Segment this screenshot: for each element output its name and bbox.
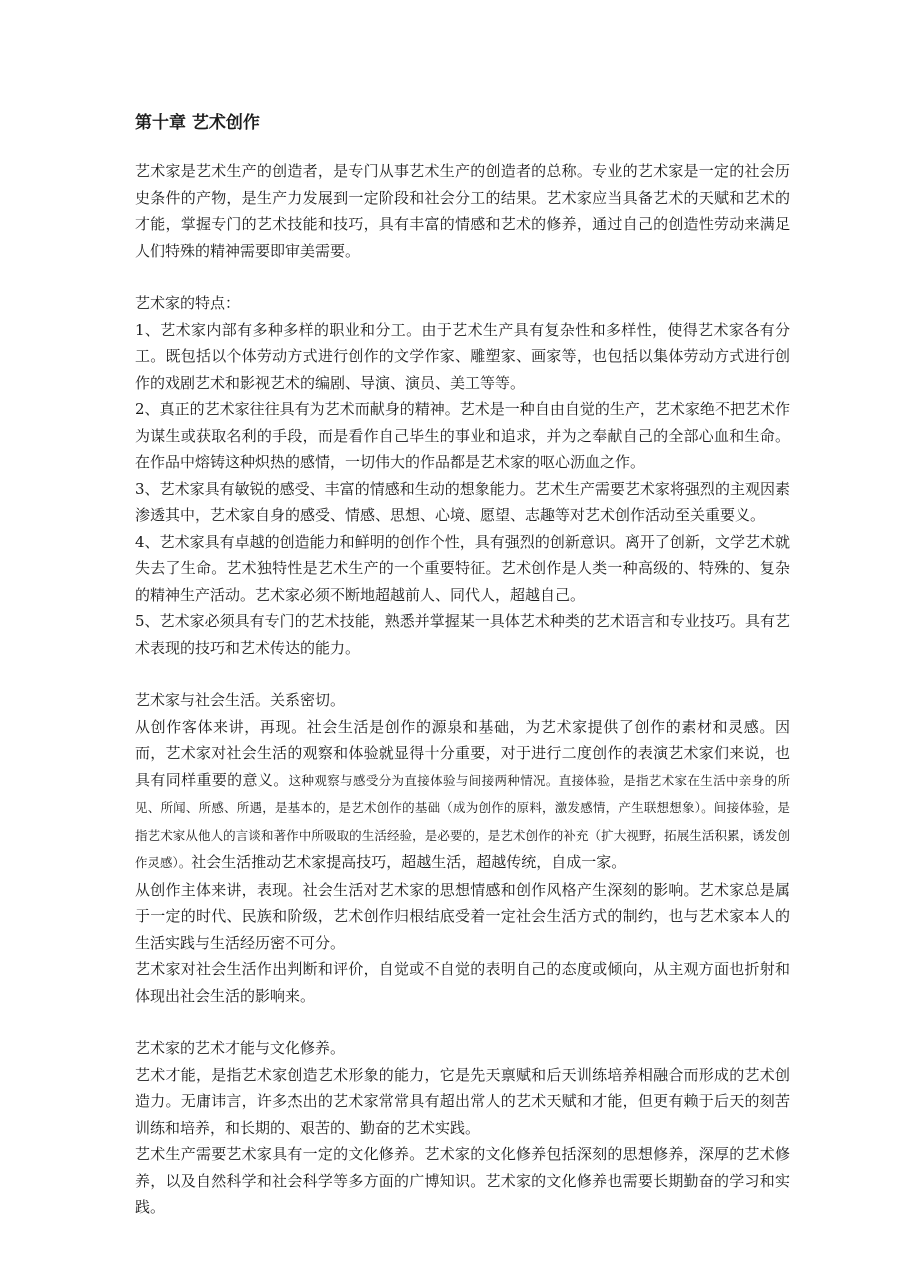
feature-item-3: 3、艺术家具有敏锐的感受、丰富的情感和生动的想象能力。艺术生产需要艺术家将强烈的主观因素渗透其中，艺术家自身的感受、情感、思想、心境、愿望、志趣等对艺术创作活动至关重要义。 (135, 479, 790, 524)
feature-item-1: 1、艺术家内部有多种多样的职业和分工。由于艺术生产具有复杂性和多样性，使得艺术家各有分工。既包括以个体劳动方式进行创作的文学作家、雕塑家、画家等，也包括以集体劳动方式进行创作的戏剧艺术和影视艺术的编剧、导演、演员、美工等等。 (135, 320, 790, 392)
section-gap (135, 661, 790, 687)
talent-paragraph-2: 艺术生产需要艺术家具有一定的文化修养。艺术家的文化修养包括深刻的思想修养，深厚的艺术修养，以及自然科学和社会科学等多方面的广博知识。艺术家的文化修养也需要长期勤奋的学习和实践。 (135, 1145, 790, 1216)
chapter-title: 第十章 艺术创作 (135, 113, 260, 133)
society-p1-small-note: 这种观察与感受分为直接体验与间接两种情况。直接体验，是指艺术家在生活中亲身的所见、所闻、所感、所遇，是基本的，是艺术创作的基础（成为创作的原料，激发感情，产生联想想象）。间接体验，是指艺术家从他人的言谈和著作中所吸取的生活经验，是必要的，是艺术创作的补充（扩大视野，拓展生活积累，诱发创作灵感）。 (135, 772, 790, 870)
feature-item-5: 5、艺术家必须具有专门的艺术技能，熟悉并掌握某一具体艺术种类的艺术语言和专业技巧。具有艺术表现的技巧和艺术传达的能力。 (135, 612, 790, 657)
society-p1-end: 社会生活推动艺术家提高技巧，超越生活，超越传统，自成一家。 (191, 853, 627, 871)
society-paragraph-2: 从创作主体来讲，表现。社会生活对艺术家的思想情感和创作风格产生深刻的影响。艺术家总是属于一定的时代、民族和阶级，艺术创作归根结底受着一定社会生活方式的制约，也与艺术家本人的生活实践与生活经历密不可分。 (135, 880, 790, 952)
talent-heading: 艺术家的艺术才能与文化修养。 (135, 1039, 346, 1057)
section-gap (135, 264, 790, 290)
feature-item-4: 4、艺术家具有卓越的创造能力和鲜明的创作个性，具有强烈的创新意识。离开了创新，文学艺术就失去了生命。艺术独特性是艺术生产的一个重要特征。艺术创作是人类一种高级的、特殊的、复杂的精神生产活动。艺术家必须不断地超越前人、同代人，超越自己。 (135, 532, 790, 604)
society-paragraph-1 (135, 714, 790, 877)
talent-paragraph-1: 艺术才能，是指艺术家创造艺术形象的能力，它是先天禀赋和后天训练培养相融合而形成的艺术创造力。无庸讳言，许多杰出的艺术家常常具有超出常人的艺术天赋和才能，但更有赖于后天的刻苦训练和培养，和长期的、艰苦的、勤奋的艺术实践。 (135, 1065, 790, 1137)
society-heading: 艺术家与社会生活。关系密切。 (135, 691, 346, 709)
intro-paragraph: 艺术家是艺术生产的创造者，是专门从事艺术生产的创造者的总称。专业的艺术家是一定的社会历史条件的产物，是生产力发展到一定阶段和社会分工的结果。艺术家应当具备艺术的天赋和艺术的才能，掌握专门的艺术技能和技巧，具有丰富的情感和艺术的修养，通过自己的创造性劳动来满足人们特殊的精神需要即审美需要。 (135, 162, 790, 260)
feature-item-2: 2、真正的艺术家往往具有为艺术而献身的精神。艺术是一种自由自觉的生产，艺术家绝不把艺术作为谋生或获取名利的手段，而是看作自己毕生的事业和追求，并为之奉献自己的全部心血和生命。在作品中熔铸这种炽热的感情，一切伟大的作品都是艺术家的呕心沥血之作。 (135, 400, 790, 471)
features-heading: 艺术家的特点： (135, 294, 241, 312)
society-paragraph-3: 艺术家对社会生活作出判断和评价，自觉或不自觉的表明自己的态度或倾向，从主观方面也折射和体现出社会生活的影响来。 (135, 960, 790, 1005)
section-gap (135, 1009, 790, 1035)
society-p1-main: 从创作客体来讲，再现。社会生活是创作的源泉和基础，为艺术家提供了创作的素材和灵感。因而，艺术家对社会生活的观察和体验就显得十分重要，对于进行二度创作的表演艺术家们来说，也具有同样重要的意义。 (135, 717, 790, 789)
